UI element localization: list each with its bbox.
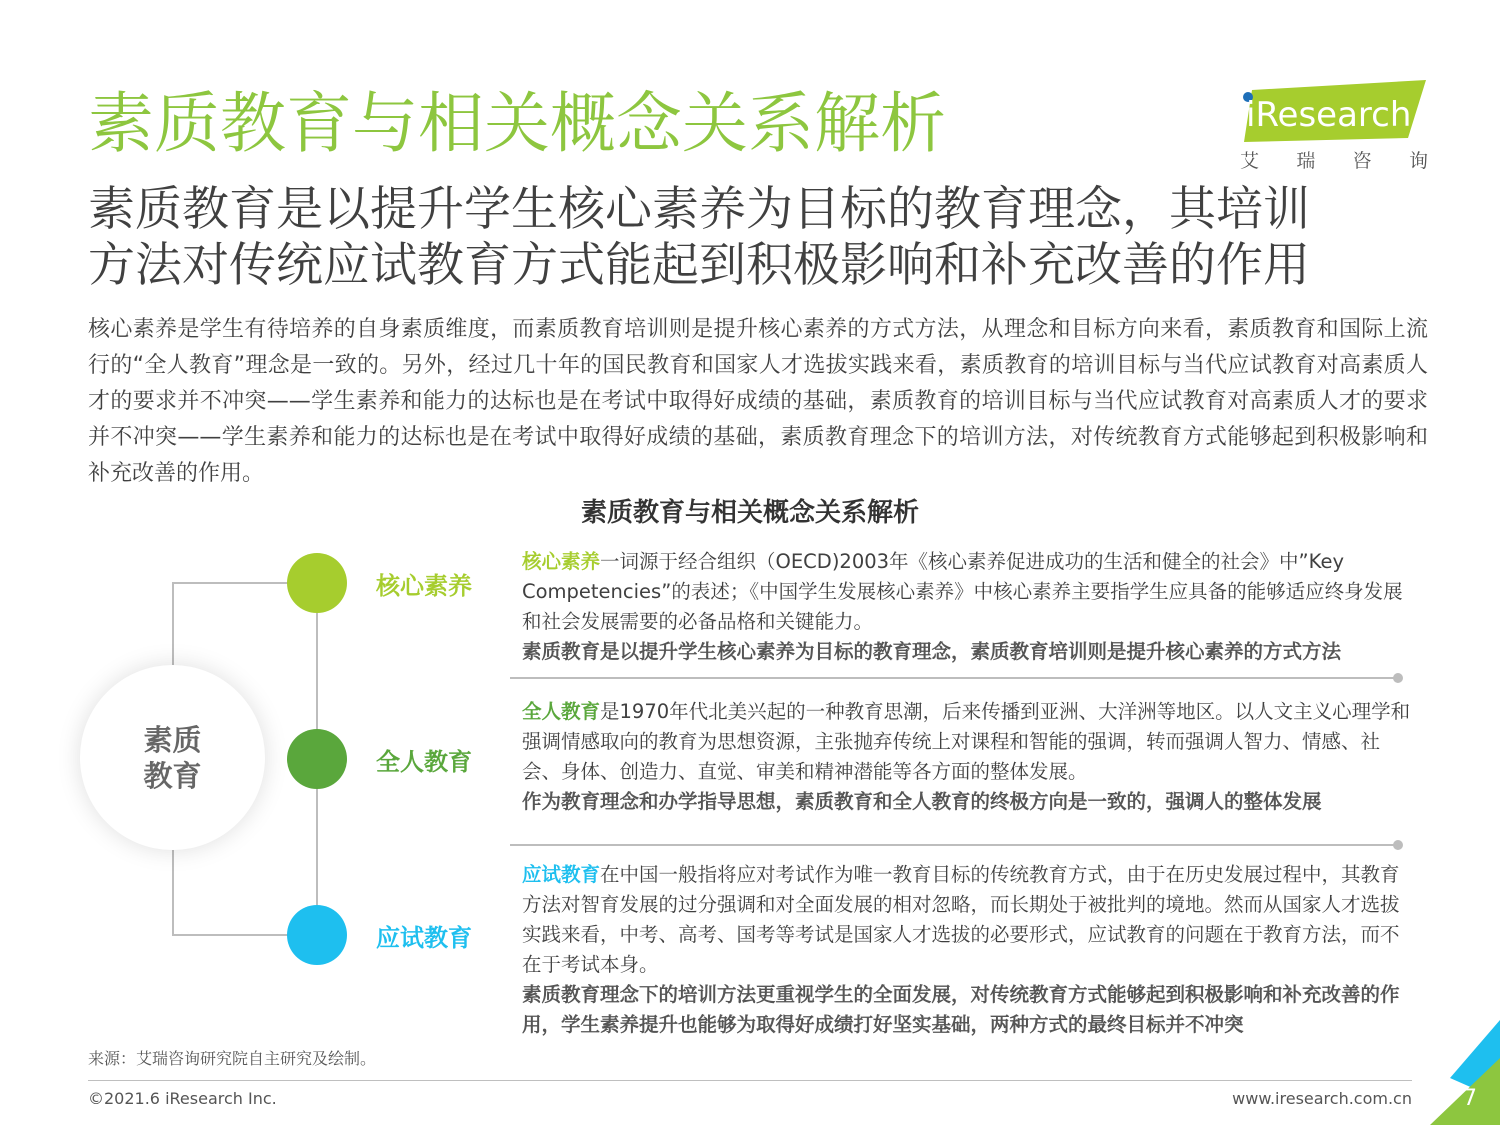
conclusion-core-literacy: 素质教育是以提升学生核心素养为目标的教育理念，素质教育培训则是提升核心素养的方式方法 — [522, 640, 1342, 663]
copyright: ©2021.6 iResearch Inc. — [88, 1089, 277, 1108]
desc-text: 是1970年代北美兴起的一种教育思潮，后来传播到亚洲、大洋洲等地区。以人文主义心理学和强调情感取向的教育为思想资源，主张抛弃传统上对课程和智能的强调，转而强调人智力、情感、社会、身体、创造力、直觉、审美和精神潜能等各方面的整体发展。 — [522, 700, 1411, 783]
source-note: 来源：艾瑞咨询研究院自主研究及绘制。 — [88, 1049, 377, 1068]
headline — [88, 182, 1428, 294]
node-desc-exam-oriented — [522, 860, 1412, 1040]
center-concept-label: 素质教育 — [143, 722, 202, 793]
logo-cn-char: 瑞 — [1296, 150, 1316, 172]
page-title: 素质教育与相关概念关系解析 — [88, 85, 946, 162]
intro-paragraph: 核心素养是学生有待培养的自身素质维度，而素质教育培训则是提升核心素养的方式方法，从理念和目标方向来看，素质教育和国际上流行的“全人教育”理念是一致的。另外，经过几十年的国民教育和国家人才选拔实践来看，素质教育的培训目标与当代应试教育对高素质人才的要求并不冲突——学生素养和能力的达标也是在考试中取得好成绩的基础，素质教育的培训目标与当代应试教育对高素质人才的要求并不冲突——学生素养和能力的达标也是在考试中取得好成绩的基础，素质教育理念下的培训方法，对传统教育方式能够起到积极影响和补充改善的作用。 — [88, 317, 1428, 486]
headline-line-1: 素质教育是以提升学生核心素养为目标的教育理念，其培训 — [88, 182, 1310, 237]
node-label-holistic-education: 全人教育 — [376, 748, 472, 776]
logo-cn-char: 询 — [1408, 150, 1428, 172]
logo-text: iResearch — [1246, 95, 1412, 135]
page-number: 7 — [1463, 1086, 1477, 1111]
node-desc-holistic-education — [522, 697, 1412, 817]
node-dot-exam-oriented — [287, 905, 347, 965]
term-core-literacy: 核心素养 — [522, 550, 601, 573]
diagram-title: 素质教育与相关概念关系解析 — [580, 498, 919, 528]
logo-cn-char: 咨 — [1352, 150, 1372, 172]
logo-chinese — [1240, 146, 1428, 173]
conclusion-exam-oriented: 素质教育理念下的培训方法更重视学生的全面发展，对传统教育方式能够起到积极影响和补充改善的作用，学生素养提升也能够为取得好成绩打好坚实基础，两种方式的最终目标并不冲突 — [522, 983, 1400, 1036]
desc-text: 一词源于经合组织（OECD)2003年《核心素养促进成功的生活和健全的社会》中”Key Competencies”的表述；《中国学生发展核心素养》中核心素养主要指学生应具备的能够适应终身发展和社会发展需要的必备品格和关键能力。 — [522, 550, 1403, 633]
desc-text: 在中国一般指将应对考试作为唯一教育目标的传统教育方式，由于在历史发展过程中，其教育方法对智育发展的过分强调和对全面发展的相对忽略，而长期处于被批判的境地。然而从国家人才选拔实践来看，中考、高考、国考等考试是国家人才选拔的必要形式，应试教育的问题在于教育方法，而不在于考试本身。 — [522, 863, 1400, 976]
website-link[interactable]: www.iresearch.com.cn — [1232, 1089, 1412, 1108]
conclusion-holistic-education: 作为教育理念和办学指导思想，素质教育和全人教育的终极方向是一致的，强调人的整体发展 — [522, 790, 1322, 813]
node-dot-holistic-education — [287, 729, 347, 789]
term-exam-oriented: 应试教育 — [522, 863, 601, 886]
center-concept-circle — [80, 665, 265, 850]
node-label-core-literacy: 核心素养 — [376, 572, 472, 600]
node-dot-core-literacy — [287, 553, 347, 613]
corner-decoration — [1400, 1010, 1500, 1125]
term-holistic-education: 全人教育 — [522, 700, 601, 723]
footer-divider — [88, 1080, 1412, 1081]
headline-line-2: 方法对传统应试教育方式能起到积极影响和补充改善的作用 — [88, 238, 1310, 293]
logo-cn-char: 艾 — [1240, 150, 1260, 172]
node-label-exam-oriented: 应试教育 — [376, 924, 472, 952]
node-desc-core-literacy — [522, 547, 1412, 667]
